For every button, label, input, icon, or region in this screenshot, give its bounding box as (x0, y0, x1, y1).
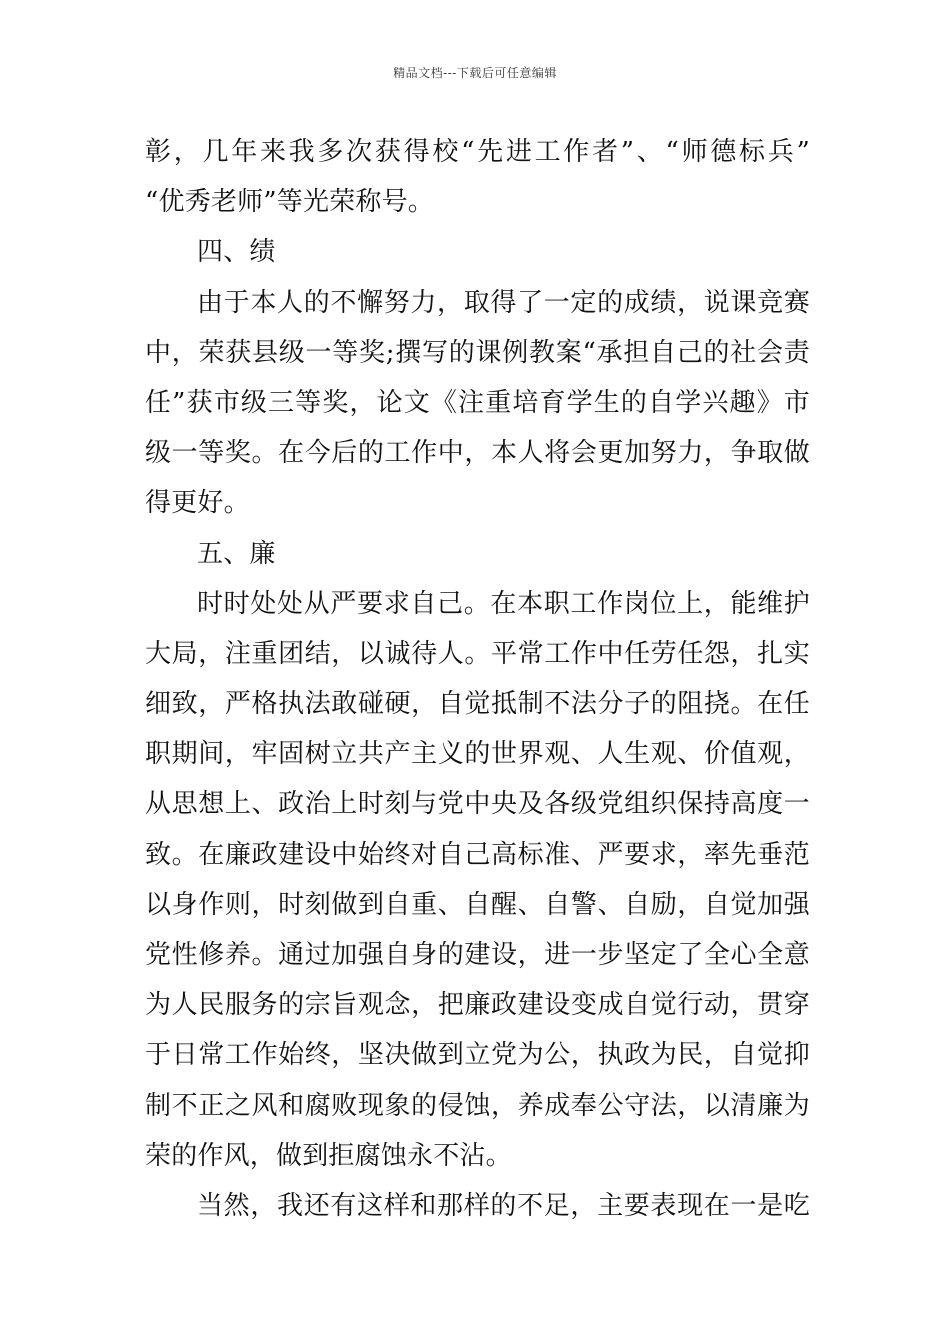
text-line: 于日常工作始终，坚决做到立党为公，执政为民，自觉抑 (145, 1040, 810, 1071)
text-line: 中，荣获县级一等奖;撰写的课例教案“承担自己的社会责 (145, 337, 810, 368)
text-line: 致。在廉政建设中始终对自己高标准、严要求，率先垂范 (145, 839, 810, 870)
text-line: 荣的作风，做到拒腐蚀永不沾。 (145, 1140, 512, 1171)
text-line: 职期间，牢固树立共产主义的世界观、人生观、价值观， (145, 739, 810, 770)
text-line: 党性修养。通过加强自身的建设，进一步坚定了全心全意 (145, 940, 810, 970)
section-heading: 五、廉 (197, 538, 276, 569)
text-line: 时时处处从严要求自己。在本职工作岗位上，能维护 (197, 588, 810, 619)
text-line: 为人民服务的宗旨观念，把廉政建设变成自觉行动，贯穿 (145, 990, 810, 1021)
text-line: 得更好。 (145, 488, 250, 519)
document-body (145, 127, 810, 1231)
text-line: 制不正之风和腐败现象的侵蚀，养成奉公守法，以清廉为 (145, 1090, 810, 1121)
text-line: 从思想上、政治上时刻与党中央及各级党组织保持高度一 (145, 789, 810, 820)
text-line: 以身作则，时刻做到自重、自醒、自警、自励，自觉加强 (145, 889, 810, 920)
text-line: 彰，几年来我多次获得校“先进工作者”、“师德标兵” (145, 137, 810, 167)
page-header: 精品文档---下载后可任意编辑 (393, 66, 557, 80)
text-line: 级一等奖。在今后的工作中，本人将会更加努力，争取做 (145, 438, 810, 469)
text-line: 由于本人的不懈努力，取得了一定的成绩，说课竞赛 (197, 287, 810, 318)
text-line: 细致，严格执法敢碰硬，自觉抵制不法分子的阻挠。在任 (145, 689, 810, 720)
text-line: 任”获市级三等奖，论文《注重培育学生的自学兴趣》市 (145, 387, 810, 418)
text-line: 当然，我还有这样和那样的不足，主要表现在一是吃 (197, 1190, 810, 1221)
section-heading: 四、绩 (197, 237, 276, 268)
text-line: “优秀老师”等光荣称号。 (145, 187, 434, 218)
text-line: 大局，注重团结，以诚待人。平常工作中任劳任怨，扎实 (145, 638, 810, 669)
